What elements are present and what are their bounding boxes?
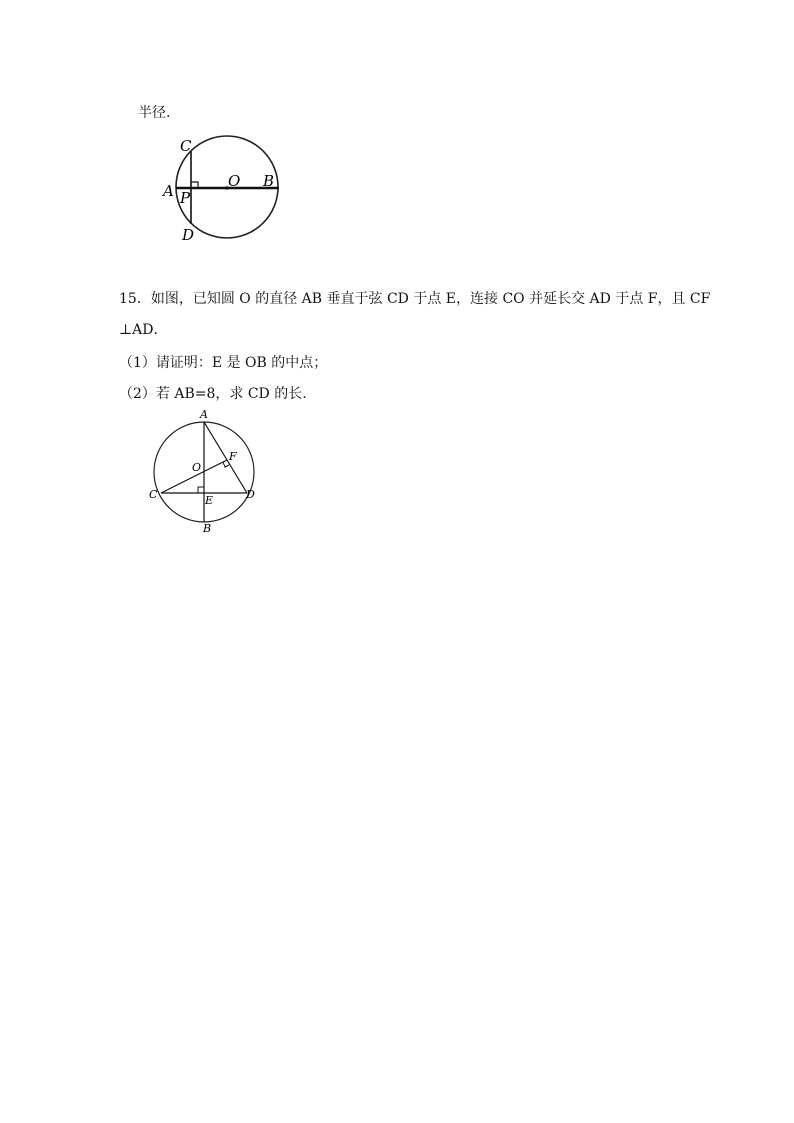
right-angle-mark-e	[198, 487, 204, 493]
label-d: D	[246, 488, 255, 501]
label-b: B	[263, 172, 275, 190]
label-o: O	[192, 461, 202, 474]
label-a: A	[163, 182, 174, 200]
label-a: A	[200, 408, 208, 421]
label-f: F	[229, 450, 237, 463]
problem-15-part2: （2）若 AB=8，求 CD 的长.	[119, 386, 307, 402]
problem-15-statement-line1: 15．如图，已知圆 O 的直径 AB 垂直于弦 CD 于点 E，连接 CO 并延长交 AD 于点 F，且 CF	[119, 291, 711, 307]
figure-1-circle-diagram	[155, 128, 295, 248]
figure-2-circle-diagram	[145, 405, 270, 535]
problem-15-statement-line2: ⊥AD．	[119, 322, 168, 338]
label-c: C	[149, 488, 158, 501]
label-d: D	[182, 226, 195, 244]
label-c: C	[180, 137, 192, 155]
prev-problem-tail: 半径.	[138, 105, 171, 121]
label-p: P	[180, 189, 191, 207]
label-o: O	[228, 172, 241, 190]
label-b: B	[203, 522, 212, 535]
segment-ad	[204, 422, 247, 493]
label-e: E	[205, 494, 214, 507]
problem-15-part1: （1）请证明：E 是 OB 的中点；	[119, 355, 328, 371]
